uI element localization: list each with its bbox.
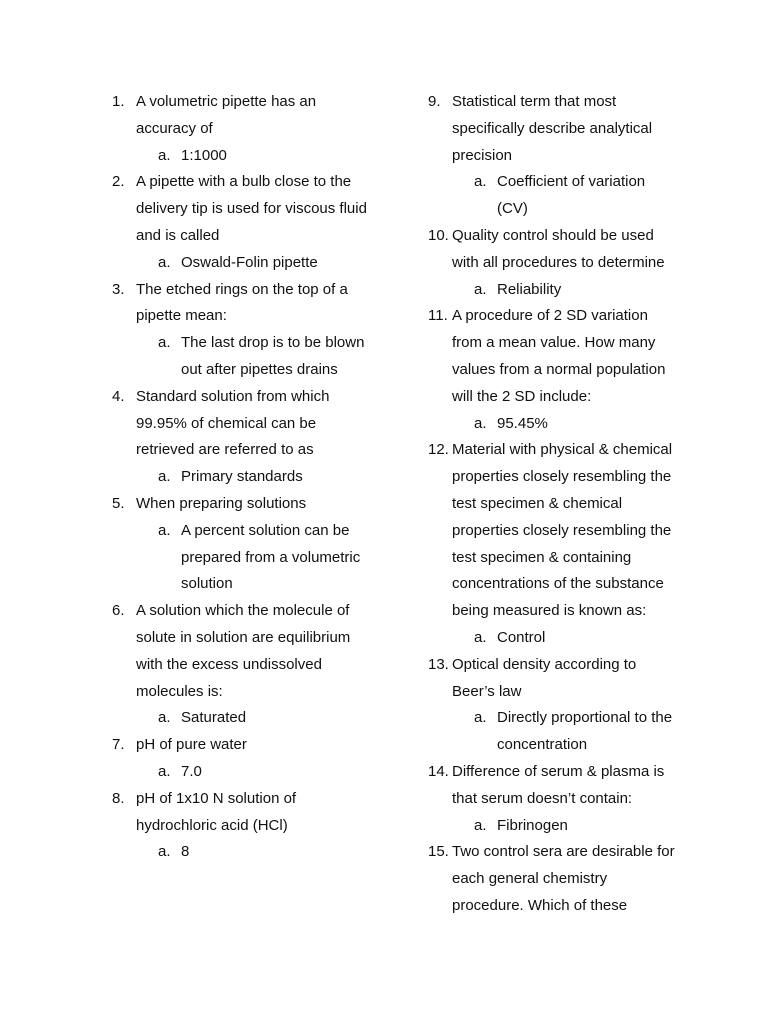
question-item xyxy=(428,89,678,169)
answer-text: Saturated xyxy=(181,709,247,727)
question-text: Material with physical & chemical properties closely resembling the test specimen & chemical properties closely resembling the test specimen & containing concentrations of the substance being measured is known as: xyxy=(452,441,673,620)
question-number: 1. xyxy=(112,93,125,110)
question-text: Difference of serum & plasma is that serum doesn’t contain: xyxy=(452,762,665,807)
answer-text: 7.0 xyxy=(181,762,202,780)
answer-text: A percent solution can be prepared from a volumetric solution xyxy=(181,521,361,593)
answer-letter: a. xyxy=(158,468,171,486)
question-item xyxy=(112,732,367,759)
answer-letter: a. xyxy=(474,628,487,646)
question-item xyxy=(428,652,678,706)
question-item xyxy=(428,223,678,277)
question-number: 2. xyxy=(112,173,125,191)
answer-letter: a. xyxy=(158,146,171,164)
answer-item xyxy=(112,330,367,384)
question-number: 5. xyxy=(112,494,125,512)
question-number: 11. xyxy=(428,307,448,325)
question-item xyxy=(428,839,678,919)
question-number: 9. xyxy=(428,93,441,110)
answer-item xyxy=(428,277,678,304)
answer-text: Directly proportional to the concentration xyxy=(497,709,673,754)
question-number: 10. xyxy=(428,226,449,244)
question-text: When preparing solutions xyxy=(136,494,307,512)
answer-item xyxy=(112,839,367,866)
question-number: 13. xyxy=(428,655,449,673)
answer-item xyxy=(428,705,678,759)
answer-letter: a. xyxy=(474,173,487,191)
question-item xyxy=(112,384,367,464)
answer-item xyxy=(112,250,367,277)
answer-text: Primary standards xyxy=(181,468,303,486)
answer-text: Control xyxy=(497,628,546,646)
question-text: A pipette with a bulb close to the delivery tip is used for viscous fluid and is called xyxy=(136,173,367,244)
answer-item xyxy=(428,169,678,223)
question-text: Two control sera are desirable for each general chemistry procedure. Which of these xyxy=(452,843,675,914)
question-text: A volumetric pipette has an accuracy of xyxy=(136,93,317,137)
answer-item xyxy=(428,625,678,652)
answer-item xyxy=(112,464,367,491)
left-question-column xyxy=(112,89,367,866)
question-number: 14. xyxy=(428,762,449,780)
question-text: Statistical term that most specifically describe analytical precision xyxy=(452,93,653,164)
question-item xyxy=(112,277,367,331)
question-number: 12. xyxy=(428,441,449,459)
answer-item xyxy=(112,518,367,598)
answer-letter: a. xyxy=(158,843,171,861)
answer-letter: a. xyxy=(474,280,487,298)
answer-text: Fibrinogen xyxy=(497,816,568,834)
answer-item xyxy=(428,813,678,840)
question-number: 7. xyxy=(112,736,125,754)
question-text: Quality control should be used with all procedures to determine xyxy=(452,226,665,271)
question-item xyxy=(428,759,678,813)
question-item xyxy=(112,89,367,143)
question-item xyxy=(112,598,367,705)
answer-letter: a. xyxy=(158,709,171,727)
question-text: A solution which the molecule of solute in solution are equilibrium with the excess undissolved molecules is: xyxy=(136,602,351,700)
answer-text: 8 xyxy=(181,843,190,861)
answer-item xyxy=(112,705,367,732)
question-item xyxy=(428,437,678,625)
answer-text: Coefficient of variation (CV) xyxy=(497,173,646,218)
question-item xyxy=(112,491,367,518)
question-item xyxy=(428,303,678,410)
answer-letter: a. xyxy=(474,816,487,834)
question-item xyxy=(112,786,367,840)
answer-letter: a. xyxy=(158,521,171,539)
answer-letter: a. xyxy=(158,762,171,780)
question-text: A procedure of 2 SD variation from a mean value. How many values from a normal population will the 2 SD include: xyxy=(452,307,666,405)
question-number: 6. xyxy=(112,602,125,620)
question-number: 15. xyxy=(428,843,449,861)
question-number: 4. xyxy=(112,387,125,405)
question-text: The etched rings on the top of a pipette mean: xyxy=(136,280,348,325)
question-text: Optical density according to Beer’s law xyxy=(452,655,637,700)
answer-text: 1:1000 xyxy=(181,146,227,164)
answer-item xyxy=(428,411,678,438)
answer-letter: a. xyxy=(474,414,487,432)
question-text: pH of pure water xyxy=(136,736,247,754)
answer-text: Oswald-Folin pipette xyxy=(181,253,318,271)
question-text: pH of 1x10 N solution of hydrochloric acid (HCl) xyxy=(136,789,297,834)
answer-text: The last drop is to be blown out after pipettes drains xyxy=(181,334,365,378)
answer-text: 95.45% xyxy=(497,414,548,432)
answer-letter: a. xyxy=(474,709,487,727)
question-number: 8. xyxy=(112,789,125,807)
answer-letter: a. xyxy=(158,334,171,352)
answer-item xyxy=(112,143,367,170)
question-text: Standard solution from which 99.95% of chemical can be retrieved are referred to as xyxy=(136,387,330,459)
answer-item xyxy=(112,759,367,786)
question-item xyxy=(112,169,367,249)
answer-letter: a. xyxy=(158,253,171,271)
right-question-column xyxy=(428,89,678,920)
answer-text: Reliability xyxy=(497,280,562,298)
question-number: 3. xyxy=(112,280,125,298)
